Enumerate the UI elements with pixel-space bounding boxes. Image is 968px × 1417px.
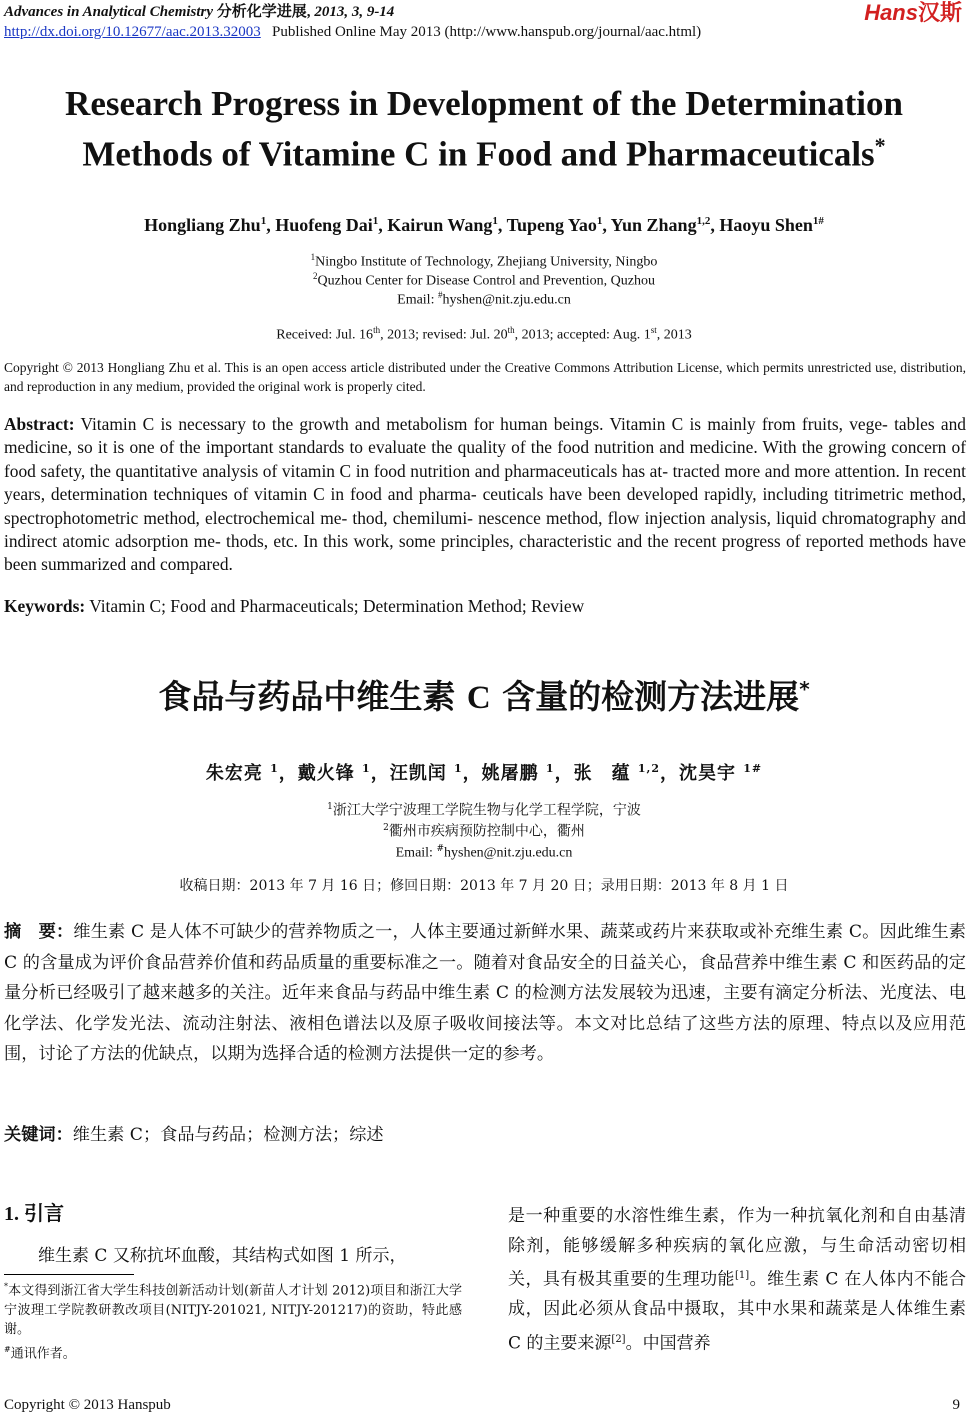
doi-link[interactable]: http://dx.doi.org/10.12677/aac.2013.32003 xyxy=(4,24,261,40)
email-address-cn[interactable]: hyshen@nit.zju.edu.cn xyxy=(444,845,573,861)
title-cn-footnote-mark: * xyxy=(799,677,810,701)
author-cn: 戴火锋 $^1$， xyxy=(297,762,390,784)
title-footnote-mark: * xyxy=(874,133,886,158)
keywords-label: Keywords: xyxy=(4,596,86,616)
footnote-corresponding: #通讯作者。 xyxy=(4,1344,76,1361)
received-dates-cn: 收稿日期：2013 年 7 月 16 日；修回日期：2013 年 7 月 20 日；录用日期：2013 年 8 月 1 日 xyxy=(179,878,789,894)
author-en: Tupeng Yao$^1$, xyxy=(506,215,611,235)
footnote-funding: *本文得到浙江省大学生科技创新活动计划(新苗人才计划 2012)项目和浙江大学宁波理工学院教研教改项目(NITJY-201021, NITJY-201217)的资助，特此感谢。 xyxy=(4,1282,462,1338)
section-heading-introduction: 1. 引言 xyxy=(4,1201,64,1225)
abstract-label: Abstract: xyxy=(4,414,75,434)
author-cn: 朱宏亮 $^1$， xyxy=(205,762,298,784)
author-cn: 汪凯闰 $^1$， xyxy=(389,762,482,784)
title-line-2-text: Methods of Vitamine C in Food and Pharmaceuticals xyxy=(82,134,875,174)
author-list-cn xyxy=(0,756,968,787)
received-dates-en: Received: Jul. 16th, 2013; revised: Jul. 20th, 2013; accepted: Aug. 1st, 2013 xyxy=(276,325,692,343)
paper-title-en xyxy=(0,83,968,176)
keywords-cn xyxy=(4,1121,966,1149)
keywords-cn-text: 维生素 C；食品与药品；检测方法；综述 xyxy=(72,1125,384,1145)
citation-1[interactable]: [1] xyxy=(735,1270,750,1281)
journal-name: Advances in Analytical Chemistry xyxy=(4,4,214,20)
footer-copyright: Copyright © 2013 Hanspub xyxy=(4,1397,171,1413)
abstract-cn-label: 摘 要： xyxy=(4,922,74,942)
intro-left-paragraph: 维生素 C 又称抗坏血酸，其结构式如图 1 所示， xyxy=(38,1246,407,1266)
intro-right-paragraph: 是一种重要的水溶性维生素，作为一种抗氧化剂和自由基清除剂，能够缓解多种疾病的氧化应激，与生命活动密切相关，具有极其重要的生理功能[1]。维生素 C 在人体内不能合成，因此必须从食品中摄取，其中水果和蔬菜是人体维生素 C 的主要来源[2]。中国营养 xyxy=(508,1206,966,1354)
email-cn: Email: #hyshen@nit.zju.edu.cn xyxy=(395,844,573,861)
copyright-notice: Copyright © 2013 Hongliang Zhu et al. This is an open access article distributed under the Creative Commons Attribution License, which permits unrestricted use, distribution, and reproduction in any medium, provided the original work is properly cited. xyxy=(4,360,966,394)
journal-volume: 2013, 3, 9-14 xyxy=(310,4,395,20)
citation-2[interactable]: [2] xyxy=(611,1333,626,1345)
affiliation-en-2: $^2$Quzhou Center for Disease Control and Prevention, Quzhou xyxy=(313,271,655,289)
author-en: Kairun Wang$^1$, xyxy=(387,215,507,235)
footnote-divider xyxy=(4,1274,134,1275)
title-line-2 xyxy=(0,125,968,176)
affiliation-cn-2: $^2$衢州市疾病预防控制中心，衢州 xyxy=(383,823,585,840)
page-number: 9 xyxy=(952,1397,960,1413)
author-en: Huofeng Dai$^1$, xyxy=(275,215,388,235)
author-cn: 姚屠鹏 $^1$， xyxy=(481,762,574,784)
keywords-cn-label: 关键词： xyxy=(4,1125,73,1145)
doi-line xyxy=(4,22,701,42)
affiliation-en-1: $^1$Ningbo Institute of Technology, Zhejiang University, Ningbo xyxy=(310,252,658,270)
title-line-1: Research Progress in Development of the Determination xyxy=(65,84,903,123)
author-en: Hongliang Zhu$^1$, xyxy=(144,215,276,235)
paper-title-cn: 食品与药品中维生素 C 含量的检测方法进展* xyxy=(158,677,810,716)
affiliation-cn-1: $^1$浙江大学宁波理工学院生物与化学工程学院，宁波 xyxy=(327,802,641,819)
email-address[interactable]: hyshen@nit.zju.edu.cn xyxy=(442,292,571,308)
logo-cn: 汉斯 xyxy=(917,0,962,25)
author-cn: 沈昊宇 $^{1\#}$ xyxy=(679,762,763,784)
hanspub-logo xyxy=(864,0,962,26)
footnotes xyxy=(4,1277,462,1363)
journal-header xyxy=(4,2,701,42)
author-list-en xyxy=(0,209,968,237)
author-en: Haoyu Shen$^{1\#}$ xyxy=(719,215,824,235)
author-cn: 张 蕴 $^{1,2}$， xyxy=(573,762,679,784)
author-en: Yun Zhang$^{1,2}$, xyxy=(610,215,720,235)
keywords-en xyxy=(4,595,966,618)
logo-latin: Hans xyxy=(864,0,918,25)
abstract-cn-text: 维生素 C 是人体不可缺少的营养物质之一，人体主要通过新鲜水果、蔬菜或药片来获取或补充维生素 C。因此维生素 C 的含量成为评价食品营养价值和药品质量的重要标准之一。随着对食品安全的日益关心，食品营养中维生素 C 和医药品的定量分析已经吸引了越来越多的关注。近年来食品与药品中维生素 C 的检测方法发展较为迅速，主要有滴定分析法、光度法、电化学法、化学发光法、流动注射法、液相色谱法以及原子吸收间接法等。本文对比总结了这些方法的原理、特点以及应用范围，讨论了方法的优缺点，以期为选择合适的检测方法提供一定的参考。 xyxy=(4,922,966,1065)
abstract-en xyxy=(4,413,966,577)
journal-name-cn: 分析化学进展, xyxy=(216,4,311,20)
abstract-cn xyxy=(4,917,966,1070)
keywords-text: Vitamin C; Food and Pharmaceuticals; Determination Method; Review xyxy=(85,596,585,616)
abstract-text: Vitamin C is necessary to the growth and metabolism for human beings. Vitamin C is mainly from fruits, vege- tables and medicine, so it is one of the important standards to evaluate the quality of the food nutrition and medicine. With the growing concern of food safety, the quantitative analysis of vitamin C in food nutrition and pharmaceuticals has at- tracted more and more attention. In recent years, determination techniques of vitamin C in food and pharma- ceuticals have been developed rapidly, including titrimetric method, spectrophotometric method, electrochemical me- thod, chemilumi- nescence method, flow injection analysis, liquid chromatography and indirect atomic adsorption me- thods, etc. In this work, some principles, characteristic and the recent progress of reported methods have been summarized and compared. xyxy=(4,414,966,575)
email-en: Email: #hyshen@nit.zju.edu.cn xyxy=(397,290,571,308)
published-online: Published Online May 2013 (http://www.hanspub.org/journal/aac.html) xyxy=(272,24,702,40)
journal-title-line xyxy=(4,2,701,22)
